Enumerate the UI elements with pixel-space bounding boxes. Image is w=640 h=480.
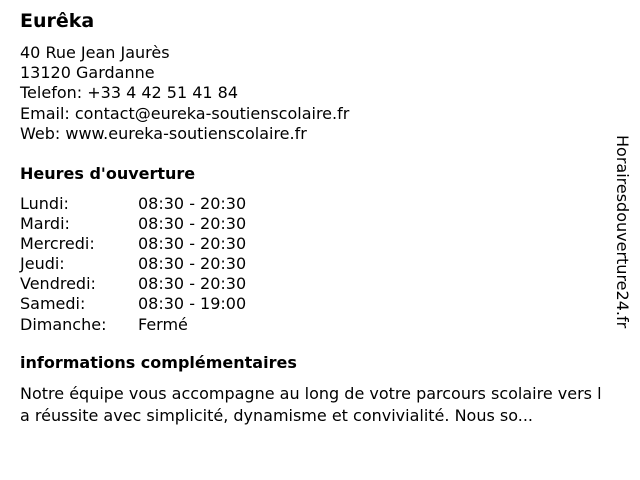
hours-row bbox=[20, 214, 246, 234]
day-label: Mardi: bbox=[20, 214, 70, 234]
address-city: 13120 Gardanne bbox=[20, 63, 155, 83]
time-range: 08:30 - 20:30 bbox=[138, 234, 247, 254]
time-range: 08:30 - 20:30 bbox=[138, 274, 247, 294]
time-range: 08:30 - 20:30 bbox=[138, 214, 247, 234]
business-name: Eurêka bbox=[20, 10, 95, 32]
email-address[interactable]: Email: contact@eureka-soutienscolaire.fr bbox=[20, 103, 350, 123]
hours-row bbox=[20, 254, 246, 274]
time-range: 08:30 - 20:30 bbox=[138, 254, 247, 274]
opening-hours-table bbox=[20, 194, 246, 335]
watermark-text: Horairesdouverture24.fr bbox=[613, 135, 632, 329]
time-range: 08:30 - 20:30 bbox=[138, 194, 247, 213]
address-street: 40 Rue Jean Jaurès bbox=[20, 43, 170, 62]
day-label: Vendredi: bbox=[20, 274, 96, 294]
day-label: Lundi: bbox=[20, 194, 69, 213]
day-label: Jeudi: bbox=[20, 254, 65, 274]
website-link[interactable]: Web: www.eureka-soutienscolaire.fr bbox=[20, 123, 307, 143]
hours-row bbox=[20, 274, 246, 294]
hours-row bbox=[20, 234, 246, 254]
phone-number[interactable]: Telefon: +33 4 42 51 41 84 bbox=[20, 83, 239, 103]
day-label: Samedi: bbox=[20, 294, 86, 314]
time-range: 08:30 - 19:00 bbox=[138, 294, 247, 314]
time-range: Fermé bbox=[138, 314, 188, 334]
additional-info-text: Notre équipe vous accompagne au long de votre parcours scolaire vers la réussite avec simplicité, dynamisme et convivialité. Nous so... bbox=[20, 384, 602, 425]
opening-hours-heading: Heures d'ouverture bbox=[20, 164, 196, 183]
day-label: Mercredi: bbox=[20, 234, 95, 254]
day-label: Dimanche: bbox=[20, 314, 107, 334]
hours-row bbox=[20, 194, 246, 214]
contact-block bbox=[20, 43, 349, 144]
hours-row bbox=[20, 294, 246, 314]
additional-info-heading: informations complémentaires bbox=[20, 353, 297, 372]
hours-row bbox=[20, 315, 246, 335]
